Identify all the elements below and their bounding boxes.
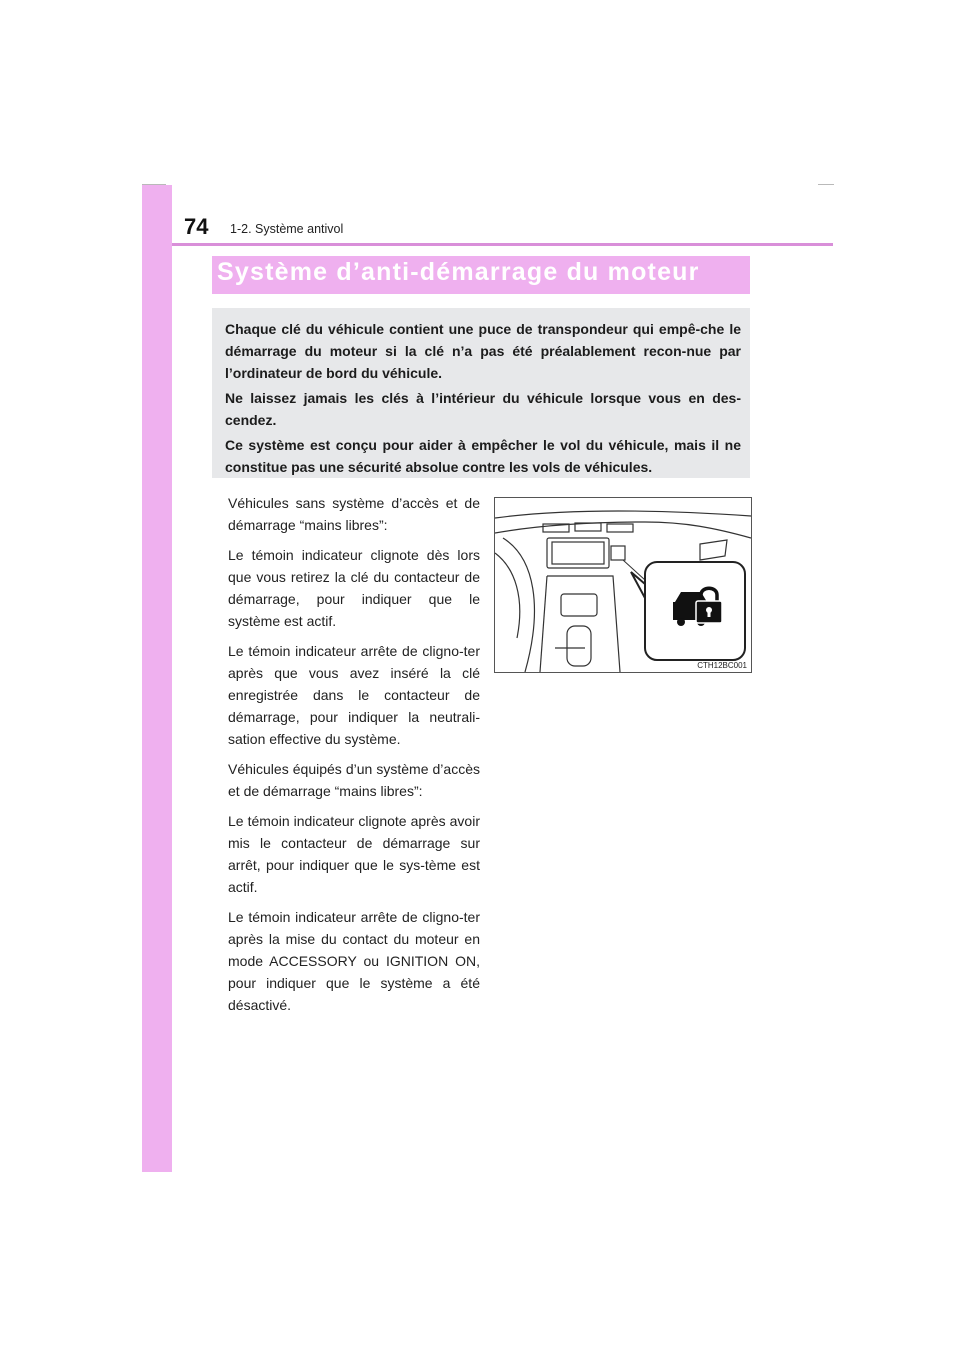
body-paragraph: Véhicules équipés d’un système d’accès et de démarrage “mains libres”: <box>228 761 480 799</box>
body-paragraph: Le témoin indicateur clignote après avoir mis le contacteur de démarrage sur arrêt, pour indiquer que le sys-tème est actif. <box>228 813 480 895</box>
page-title: Système d’anti-démarrage du moteur <box>217 258 700 286</box>
side-tab-band <box>142 185 172 1172</box>
body-paragraph: Véhicules sans système d’accès et de démarrage “mains libres”: <box>228 495 480 533</box>
body-text <box>228 492 480 1024</box>
crop-mark-left <box>142 184 166 185</box>
header-rule <box>172 243 833 246</box>
summary-paragraph: Chaque clé du véhicule contient une puce de transpondeur qui empê-che le démarrage du moteur si la clé n’a pas été préalablement recon-nue par l’ordinateur de bord du véhicule. <box>225 321 741 381</box>
page-number: 74 <box>184 214 209 239</box>
dashboard-illustration <box>494 497 752 673</box>
summary-paragraph: Ne laissez jamais les clés à l’intérieur du véhicule lorsque vous en des-cendez. <box>225 390 741 428</box>
body-paragraph: Le témoin indicateur arrête de cligno-ter après que vous avez inséré la clé enregistrée dans le contacteur de démarrage, pour indiquer la neutrali-sation effective du système. <box>228 643 480 747</box>
summary-paragraph: Ce système est conçu pour aider à empêcher le vol du véhicule, mais il ne constitue pas une sécurité absolue contre les vols de véhicules. <box>225 437 741 475</box>
body-paragraph: Le témoin indicateur clignote dès lors que vous retirez la clé du contacteur de démarrage, pour indiquer que le système est actif. <box>228 547 480 629</box>
section-label: 1-2. Système antivol <box>230 222 344 236</box>
body-paragraph: Le témoin indicateur arrête de cligno-ter après la mise du contact du moteur en mode ACCESSORY ou IGNITION ON, pour indiquer que le système a été désactivé. <box>228 909 480 1013</box>
dashboard-drawing <box>495 498 751 672</box>
crop-mark-right <box>818 184 834 185</box>
figure-code: CTH12BC001 <box>697 661 747 670</box>
summary-box <box>212 308 750 478</box>
